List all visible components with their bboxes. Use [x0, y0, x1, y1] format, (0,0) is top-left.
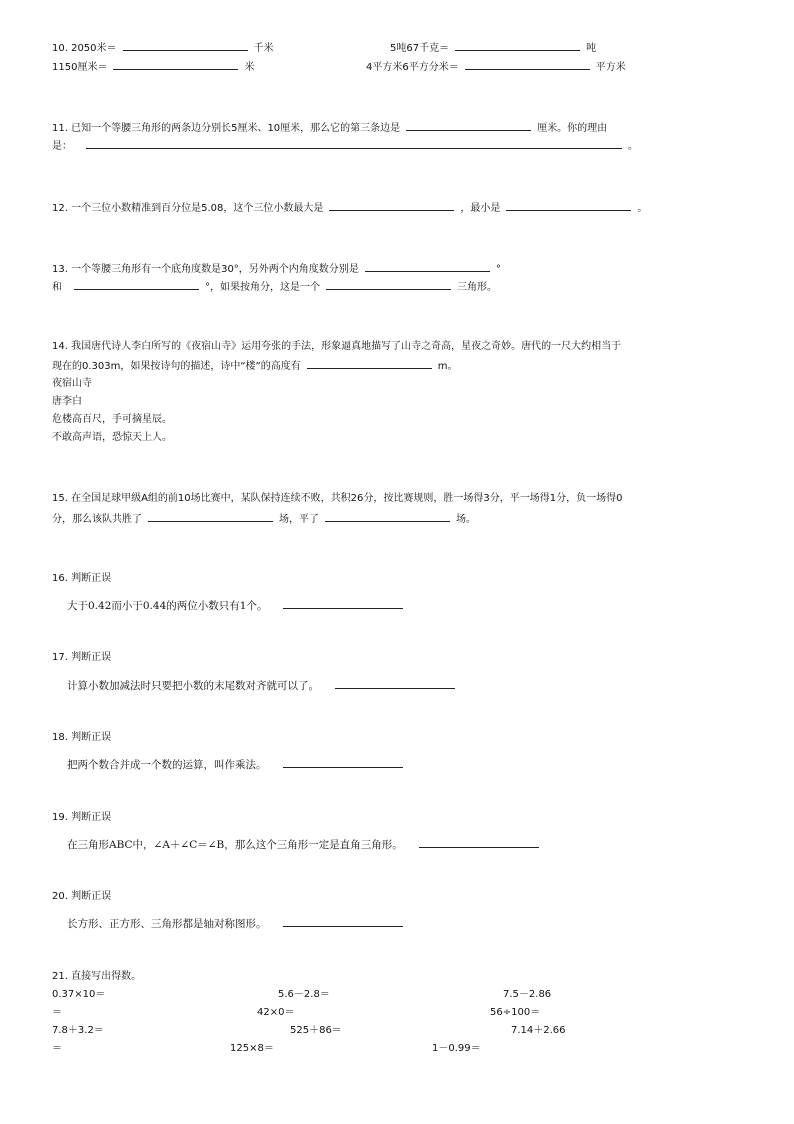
calc-item: 5.6－2.8＝	[278, 989, 330, 1000]
answer-blank[interactable]	[465, 59, 590, 70]
q17-title: 17. 判断正误	[52, 652, 112, 663]
calc-item: 1－0.99＝	[432, 1043, 481, 1054]
q14-line1: 14. 我国唐代诗人李白所写的《夜宿山寺》运用夸张的手法，形象逼真地描写了山寺之奇高，星夜之奇妙。唐代的一尺大约相当于	[52, 341, 622, 352]
poem-title: 夜宿山寺	[52, 378, 92, 389]
calc-item: ＝	[52, 1007, 62, 1018]
q10-line2b: 4平方米6平方分米＝ 平方米	[366, 59, 626, 75]
q19-title: 19. 判断正误	[52, 812, 112, 823]
answer-blank[interactable]	[113, 59, 238, 70]
answer-blank[interactable]	[326, 279, 451, 290]
q13-line2: 和 °，如果按角分，这是一个 三角形。	[52, 279, 497, 295]
q15-line2: 分，那么该队共胜了 场，平了 场。	[52, 511, 476, 527]
q14-line2: 现在的0.303m，如果按诗句的描述，诗中“楼”的高度有 m。	[52, 358, 457, 374]
q20-statement: 长方形、正方形、三角形都是轴对称图形。	[67, 916, 409, 931]
answer-blank[interactable]	[506, 200, 631, 211]
q15-line1: 15. 在全国足球甲级A组的前10场比赛中，某队保持连续不败，共积26分，按比赛规则，胜一场得3分，平一场得1分，负一场得0	[52, 493, 623, 504]
answer-blank[interactable]	[283, 916, 403, 927]
answer-blank[interactable]	[307, 358, 432, 369]
poem-line: 危楼高百尺，手可摘星辰。	[52, 414, 172, 425]
q11-line2: 是： 。	[52, 138, 638, 154]
poem-author: 唐李白	[52, 396, 82, 407]
q10-line2a: 1150厘米＝ 米	[52, 59, 254, 75]
answer-blank[interactable]	[406, 120, 531, 131]
answer-blank[interactable]	[335, 678, 455, 689]
answer-blank[interactable]	[86, 138, 622, 149]
q16-title: 16. 判断正误	[52, 573, 112, 584]
answer-blank[interactable]	[329, 200, 454, 211]
calc-item: 525＋86＝	[290, 1025, 342, 1036]
q12-line: 12. 一个三位小数精准到百分位是5.08，这个三位小数最大是 ，最小是 。	[52, 200, 647, 216]
calc-item: 7.14＋2.66	[511, 1025, 566, 1036]
calc-item: 7.5－2.86	[503, 989, 552, 1000]
q18-title: 18. 判断正误	[52, 732, 112, 743]
answer-blank[interactable]	[283, 757, 403, 768]
poem-line: 不敢高声语，恐惊天上人。	[52, 432, 172, 443]
calc-item: 125×8＝	[230, 1043, 274, 1054]
answer-blank[interactable]	[419, 837, 539, 848]
q11-line1: 11. 已知一个等腰三角形的两条边分别长5厘米、10厘米，那么它的第三条边是 厘米。你的理由	[52, 120, 607, 136]
calc-item: 42×0＝	[257, 1007, 295, 1018]
q10-line1a: 10. 2050米＝ 千米	[52, 40, 274, 56]
answer-blank[interactable]	[325, 511, 450, 522]
answer-blank[interactable]	[455, 40, 580, 51]
answer-blank[interactable]	[148, 511, 273, 522]
q13-line1: 13. 一个等腰三角形有一个底角度数是30°，另外两个内角度数分别是 °	[52, 261, 501, 277]
calc-item: ＝	[52, 1043, 62, 1054]
answer-blank[interactable]	[123, 40, 248, 51]
q17-statement: 计算小数加减法时只要把小数的末尾数对齐就可以了。	[67, 678, 461, 693]
answer-blank[interactable]	[365, 261, 490, 272]
calc-item: 56÷100＝	[490, 1007, 541, 1018]
q18-statement: 把两个数合并成一个数的运算，叫作乘法。	[67, 757, 409, 772]
q10-line1b: 5吨67千克＝ 吨	[390, 40, 596, 56]
answer-blank[interactable]	[74, 279, 199, 290]
calc-item: 7.8＋3.2＝	[52, 1025, 104, 1036]
q16-statement: 大于0.42而小于0.44的两位小数只有1个。	[67, 598, 409, 613]
q20-title: 20. 判断正误	[52, 891, 112, 902]
answer-blank[interactable]	[283, 598, 403, 609]
q19-statement: 在三角形ABC中，∠A＋∠C＝∠B，那么这个三角形一定是直角三角形。	[67, 837, 545, 852]
calc-item: 0.37×10＝	[52, 989, 106, 1000]
q21-title: 21. 直接写出得数。	[52, 971, 142, 982]
